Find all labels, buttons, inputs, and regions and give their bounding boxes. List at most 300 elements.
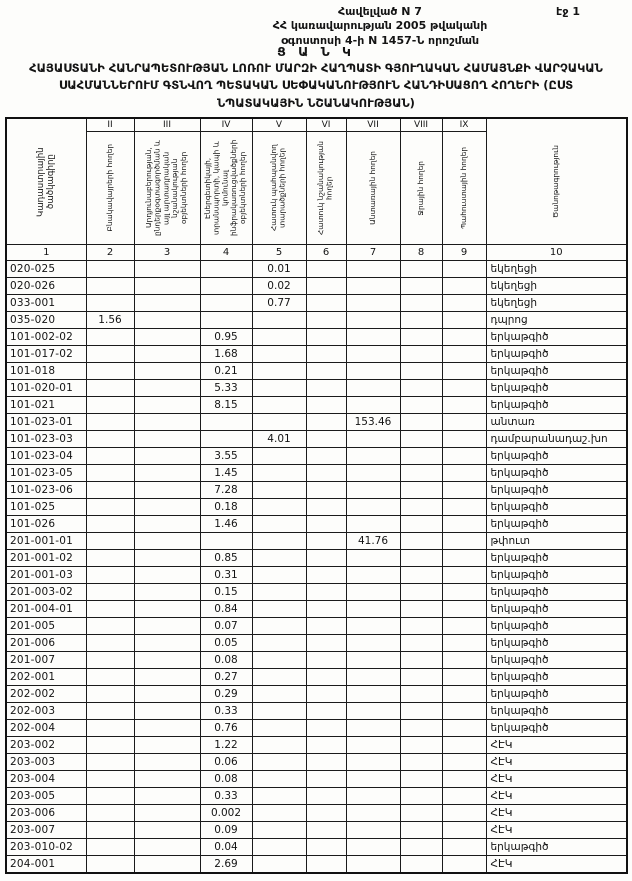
cell-value: 0.05	[200, 635, 252, 652]
cell-value	[442, 516, 486, 533]
cell-value	[346, 516, 400, 533]
cell-value	[306, 601, 346, 618]
cell-value	[252, 567, 306, 584]
cell-value	[400, 686, 442, 703]
table-row	[6, 822, 627, 839]
cell-value	[252, 584, 306, 601]
cell-value	[346, 805, 400, 822]
cell-code: 203-007	[6, 822, 86, 839]
cell-value	[346, 720, 400, 737]
cell-value: 1.68	[200, 346, 252, 363]
appendix-decree-line2: օգոստոսի 4-ի N 1457-Ն որոշման	[280, 33, 480, 47]
cell-note: երկաթգիծ	[486, 380, 627, 397]
cell-value	[86, 822, 134, 839]
cell-value	[306, 618, 346, 635]
cell-value	[442, 856, 486, 874]
cell-value	[86, 737, 134, 754]
cell-value	[306, 312, 346, 329]
cell-value	[400, 261, 442, 278]
cell-value: 4.01	[252, 431, 306, 448]
cell-value	[252, 465, 306, 482]
cell-value	[442, 754, 486, 771]
cell-value	[86, 346, 134, 363]
cell-value: 0.01	[252, 261, 306, 278]
cell-value	[306, 329, 346, 346]
cell-note: երկաթգիծ	[486, 669, 627, 686]
cell-value	[86, 720, 134, 737]
table-row	[6, 550, 627, 567]
cell-note: երկաթգիծ	[486, 720, 627, 737]
cell-note: երկաթգիծ	[486, 499, 627, 516]
cell-value	[86, 431, 134, 448]
cell-code: 203-003	[6, 754, 86, 771]
cell-code: 101-023-04	[6, 448, 86, 465]
cell-value	[400, 465, 442, 482]
column-header-3	[134, 132, 200, 245]
cell-value	[346, 261, 400, 278]
cell-note: ՀԷԿ	[486, 737, 627, 754]
cell-value	[252, 703, 306, 720]
cell-value	[86, 635, 134, 652]
cell-note: երկաթգիծ	[486, 448, 627, 465]
table-row	[6, 397, 627, 414]
cell-value	[400, 737, 442, 754]
cell-value	[134, 482, 200, 499]
cell-code: 101-021	[6, 397, 86, 414]
page-number-label: էջ 1	[556, 5, 580, 18]
cell-value	[134, 669, 200, 686]
cell-value	[442, 669, 486, 686]
cell-note: երկաթգիծ	[486, 550, 627, 567]
cell-code: 201-003-02	[6, 584, 86, 601]
roman-numeral-IV: IV	[200, 118, 252, 132]
table-row	[6, 414, 627, 431]
cell-note: եկեղեցի	[486, 261, 627, 278]
table-row	[6, 346, 627, 363]
cell-value	[400, 788, 442, 805]
cell-value	[346, 822, 400, 839]
cell-value	[134, 703, 200, 720]
cell-value	[346, 669, 400, 686]
land-parcels-table	[5, 117, 628, 874]
cell-value	[252, 771, 306, 788]
cell-value	[134, 822, 200, 839]
roman-numeral-VIII: VIII	[400, 118, 442, 132]
cell-value	[346, 601, 400, 618]
cell-note: երկաթգիծ	[486, 363, 627, 380]
cell-value	[86, 567, 134, 584]
cell-value: 7.28	[200, 482, 252, 499]
cell-value	[134, 635, 200, 652]
cell-value	[400, 448, 442, 465]
cell-value	[134, 737, 200, 754]
cell-value	[346, 703, 400, 720]
cell-value	[346, 788, 400, 805]
cell-value	[252, 414, 306, 431]
cell-value	[306, 482, 346, 499]
table-row	[6, 312, 627, 329]
cell-value	[134, 771, 200, 788]
cell-value: 1.46	[200, 516, 252, 533]
cell-value	[400, 414, 442, 431]
cell-value: 0.85	[200, 550, 252, 567]
cell-code: 201-001-02	[6, 550, 86, 567]
cell-value	[86, 771, 134, 788]
cell-value	[306, 703, 346, 720]
cell-value	[306, 448, 346, 465]
cell-value	[306, 550, 346, 567]
cell-value	[306, 754, 346, 771]
cell-value	[252, 839, 306, 856]
cell-value	[442, 533, 486, 550]
cell-value	[134, 839, 200, 856]
cell-value	[442, 465, 486, 482]
cell-value	[306, 635, 346, 652]
cell-code: 101-025	[6, 499, 86, 516]
cell-value: 0.08	[200, 652, 252, 669]
cell-value	[134, 414, 200, 431]
cell-value	[442, 737, 486, 754]
cell-code: 033-001	[6, 295, 86, 312]
cell-value	[252, 312, 306, 329]
cell-note: երկաթգիծ	[486, 482, 627, 499]
cell-value	[306, 669, 346, 686]
cell-value	[400, 720, 442, 737]
cell-code: 201-006	[6, 635, 86, 652]
cell-value	[442, 720, 486, 737]
table-row	[6, 516, 627, 533]
cell-value	[134, 550, 200, 567]
cell-value	[86, 669, 134, 686]
cell-value	[306, 414, 346, 431]
cell-value	[400, 652, 442, 669]
cell-value	[400, 856, 442, 874]
cell-value	[400, 397, 442, 414]
cell-value	[346, 686, 400, 703]
cell-value	[306, 431, 346, 448]
table-row	[6, 261, 627, 278]
cell-note: դամբարանադաշ.խո	[486, 431, 627, 448]
cell-note: երկաթգիծ	[486, 686, 627, 703]
column-number-6: 6	[306, 245, 346, 261]
cell-value	[252, 737, 306, 754]
column-header-7	[346, 132, 400, 245]
cell-value: 0.02	[252, 278, 306, 295]
cell-value	[306, 856, 346, 874]
cell-value	[86, 754, 134, 771]
cell-value: 0.27	[200, 669, 252, 686]
cell-value	[306, 278, 346, 295]
document-header	[0, 5, 632, 45]
cell-value	[134, 397, 200, 414]
table-row	[6, 635, 627, 652]
table-row	[6, 329, 627, 346]
cell-value	[86, 533, 134, 550]
cell-value	[86, 363, 134, 380]
cell-value	[86, 584, 134, 601]
cell-value	[86, 295, 134, 312]
cell-value	[442, 550, 486, 567]
header-row-numerals	[6, 118, 627, 132]
cell-value	[400, 312, 442, 329]
cell-code: 202-004	[6, 720, 86, 737]
cell-value	[200, 431, 252, 448]
header-row-numbers	[6, 245, 627, 261]
cell-value	[400, 431, 442, 448]
cell-value: 0.31	[200, 567, 252, 584]
cell-value	[134, 618, 200, 635]
cell-value	[346, 550, 400, 567]
cell-code: 101-018	[6, 363, 86, 380]
cell-value	[306, 737, 346, 754]
cell-value	[252, 516, 306, 533]
cell-code: 101-017-02	[6, 346, 86, 363]
cell-value	[400, 363, 442, 380]
cell-value	[200, 312, 252, 329]
cell-value: 5.33	[200, 380, 252, 397]
cell-value	[442, 584, 486, 601]
cell-value: 0.07	[200, 618, 252, 635]
cell-value	[134, 329, 200, 346]
cell-value	[252, 669, 306, 686]
cell-value: 0.06	[200, 754, 252, 771]
column-number-9: 9	[442, 245, 486, 261]
roman-numeral-V: V	[252, 118, 306, 132]
cell-code: 203-005	[6, 788, 86, 805]
cell-value	[346, 448, 400, 465]
cell-value: 0.76	[200, 720, 252, 737]
cell-value	[400, 533, 442, 550]
table-row	[6, 839, 627, 856]
cell-value	[86, 788, 134, 805]
column-header-9	[442, 132, 486, 245]
table-row	[6, 856, 627, 874]
document-title-line3: ՆՊԱՏԱԿԱՅԻՆ ՆՇԱՆԱԿՈՒԹՅԱՆ)	[217, 95, 415, 110]
table-row	[6, 618, 627, 635]
table-row	[6, 363, 627, 380]
cell-value	[400, 567, 442, 584]
cell-value	[346, 737, 400, 754]
cell-value	[252, 550, 306, 567]
cell-value	[86, 397, 134, 414]
table-row	[6, 720, 627, 737]
cell-code: 201-001-03	[6, 567, 86, 584]
cell-note: եկեղեցի	[486, 295, 627, 312]
cell-value	[306, 380, 346, 397]
column-header-3-label: Արդյունաբերության, ընդերքօգտագործման և այլ արտադրական նշանակության օբյեկտների հողեր	[144, 140, 189, 236]
cell-value	[306, 652, 346, 669]
cell-code: 201-001-01	[6, 533, 86, 550]
cell-value	[86, 465, 134, 482]
cell-code: 204-001	[6, 856, 86, 874]
cell-value: 0.33	[200, 703, 252, 720]
cell-value	[134, 652, 200, 669]
cell-value	[442, 346, 486, 363]
table-row	[6, 584, 627, 601]
cell-value	[252, 363, 306, 380]
cell-value: 0.21	[200, 363, 252, 380]
cell-code: 020-025	[6, 261, 86, 278]
cell-value	[306, 567, 346, 584]
cell-value	[346, 278, 400, 295]
cell-value	[86, 618, 134, 635]
column-header-cadastral-code	[6, 118, 86, 245]
cell-note: եկեղեցի	[486, 278, 627, 295]
column-number-8: 8	[400, 245, 442, 261]
cell-value: 153.46	[346, 414, 400, 431]
cell-value	[134, 465, 200, 482]
cell-code: 203-002	[6, 737, 86, 754]
cell-code: 101-020-01	[6, 380, 86, 397]
cell-value	[134, 312, 200, 329]
cell-value	[442, 703, 486, 720]
cell-note: ՀԷԿ	[486, 788, 627, 805]
cell-value	[86, 805, 134, 822]
cell-value	[134, 584, 200, 601]
cell-code: 201-005	[6, 618, 86, 635]
cell-value	[134, 499, 200, 516]
cell-note: երկաթգիծ	[486, 839, 627, 856]
column-number-4: 4	[200, 245, 252, 261]
cell-value	[86, 856, 134, 874]
cell-value	[134, 363, 200, 380]
cell-value	[400, 295, 442, 312]
cell-value	[252, 448, 306, 465]
cell-note: երկաթգիծ	[486, 652, 627, 669]
cell-value: 0.18	[200, 499, 252, 516]
cell-value	[400, 669, 442, 686]
cell-note: ՀԷԿ	[486, 856, 627, 874]
cell-value	[346, 771, 400, 788]
cell-value	[306, 788, 346, 805]
cell-value	[306, 397, 346, 414]
cell-value	[252, 754, 306, 771]
cell-value	[252, 618, 306, 635]
cell-value	[252, 805, 306, 822]
cell-value	[86, 839, 134, 856]
appendix-block	[255, 5, 505, 48]
cell-value	[442, 312, 486, 329]
cell-value	[134, 601, 200, 618]
table-row	[6, 652, 627, 669]
cell-value	[306, 261, 346, 278]
cell-value: 0.08	[200, 771, 252, 788]
cell-note: երկաթգիծ	[486, 703, 627, 720]
table-row	[6, 754, 627, 771]
column-number-10: 10	[486, 245, 627, 261]
cell-value	[442, 601, 486, 618]
cell-value	[346, 363, 400, 380]
cell-value	[252, 499, 306, 516]
cell-value	[346, 499, 400, 516]
cell-value	[346, 652, 400, 669]
cell-value: 1.22	[200, 737, 252, 754]
cell-note: անտառ	[486, 414, 627, 431]
cell-value	[442, 618, 486, 635]
cell-value	[134, 431, 200, 448]
cell-value	[442, 635, 486, 652]
cell-value	[400, 329, 442, 346]
cell-value	[86, 482, 134, 499]
cell-value	[442, 652, 486, 669]
cell-value	[442, 380, 486, 397]
cell-value	[346, 465, 400, 482]
roman-numeral-II: II	[86, 118, 134, 132]
cell-value	[400, 805, 442, 822]
cell-value	[346, 567, 400, 584]
cell-value	[306, 822, 346, 839]
cell-value	[134, 516, 200, 533]
document-title-line2: ՍԱՀՄԱՆՆԵՐՈՒՄ ԳՏՆՎՈՂ ՊԵՏԱԿԱՆ ՍԵՓԱԿԱՆՈՒԹՅՈՒՆ ՀԱՆԴԻՍԱՑՈՂ ՀՈՂԵՐԻ (ԸՍՏ	[58, 78, 574, 93]
appendix-title: Հավելված N 7	[338, 5, 422, 18]
cell-note: ՀԷԿ	[486, 822, 627, 839]
cell-value	[86, 550, 134, 567]
table-row	[6, 567, 627, 584]
cell-value	[134, 720, 200, 737]
column-header-note	[486, 118, 627, 245]
cell-value	[346, 856, 400, 874]
cell-value	[400, 516, 442, 533]
table-row	[6, 771, 627, 788]
cell-value	[400, 499, 442, 516]
cell-value	[200, 414, 252, 431]
column-header-6-label: Հատուկ նշանակության հողեր	[316, 141, 334, 235]
cell-value: 0.77	[252, 295, 306, 312]
cell-value: 1.56	[86, 312, 134, 329]
column-header-9-label: Պահուստային հողեր	[458, 147, 468, 229]
cell-value	[306, 533, 346, 550]
cell-value	[400, 822, 442, 839]
cell-value	[400, 278, 442, 295]
cell-note: ՀԷԿ	[486, 771, 627, 788]
cell-value	[134, 856, 200, 874]
cell-code: 035-020	[6, 312, 86, 329]
cell-note: դպրոց	[486, 312, 627, 329]
cell-note: երկաթգիծ	[486, 397, 627, 414]
cell-value: 0.29	[200, 686, 252, 703]
cell-value	[306, 686, 346, 703]
table-body	[6, 261, 627, 874]
cell-value	[442, 363, 486, 380]
cell-value	[400, 771, 442, 788]
cell-value	[442, 499, 486, 516]
cell-value: 0.15	[200, 584, 252, 601]
table-header	[6, 118, 627, 261]
cell-value: 0.002	[200, 805, 252, 822]
list-word: Ց Ա Ն Կ	[277, 44, 355, 59]
cell-value	[346, 839, 400, 856]
cell-value	[400, 482, 442, 499]
table-row	[6, 533, 627, 550]
cell-value	[86, 414, 134, 431]
cell-value: 0.04	[200, 839, 252, 856]
cell-value	[306, 805, 346, 822]
column-header-4-label: Էներգետիկայի, տրանսպորտի, կապի և կոմունալ ինֆրակառուցվածքների օբյեկտների հողեր	[203, 139, 248, 237]
table-row	[6, 686, 627, 703]
cell-value	[134, 346, 200, 363]
cell-note: երկաթգիծ	[486, 635, 627, 652]
cell-value	[400, 754, 442, 771]
table-row	[6, 295, 627, 312]
cell-value	[306, 839, 346, 856]
cell-value	[86, 652, 134, 669]
cell-value	[134, 805, 200, 822]
cell-code: 101-023-05	[6, 465, 86, 482]
cell-value	[400, 346, 442, 363]
cell-value	[306, 584, 346, 601]
cell-note: երկաթգիծ	[486, 465, 627, 482]
cell-value	[134, 754, 200, 771]
